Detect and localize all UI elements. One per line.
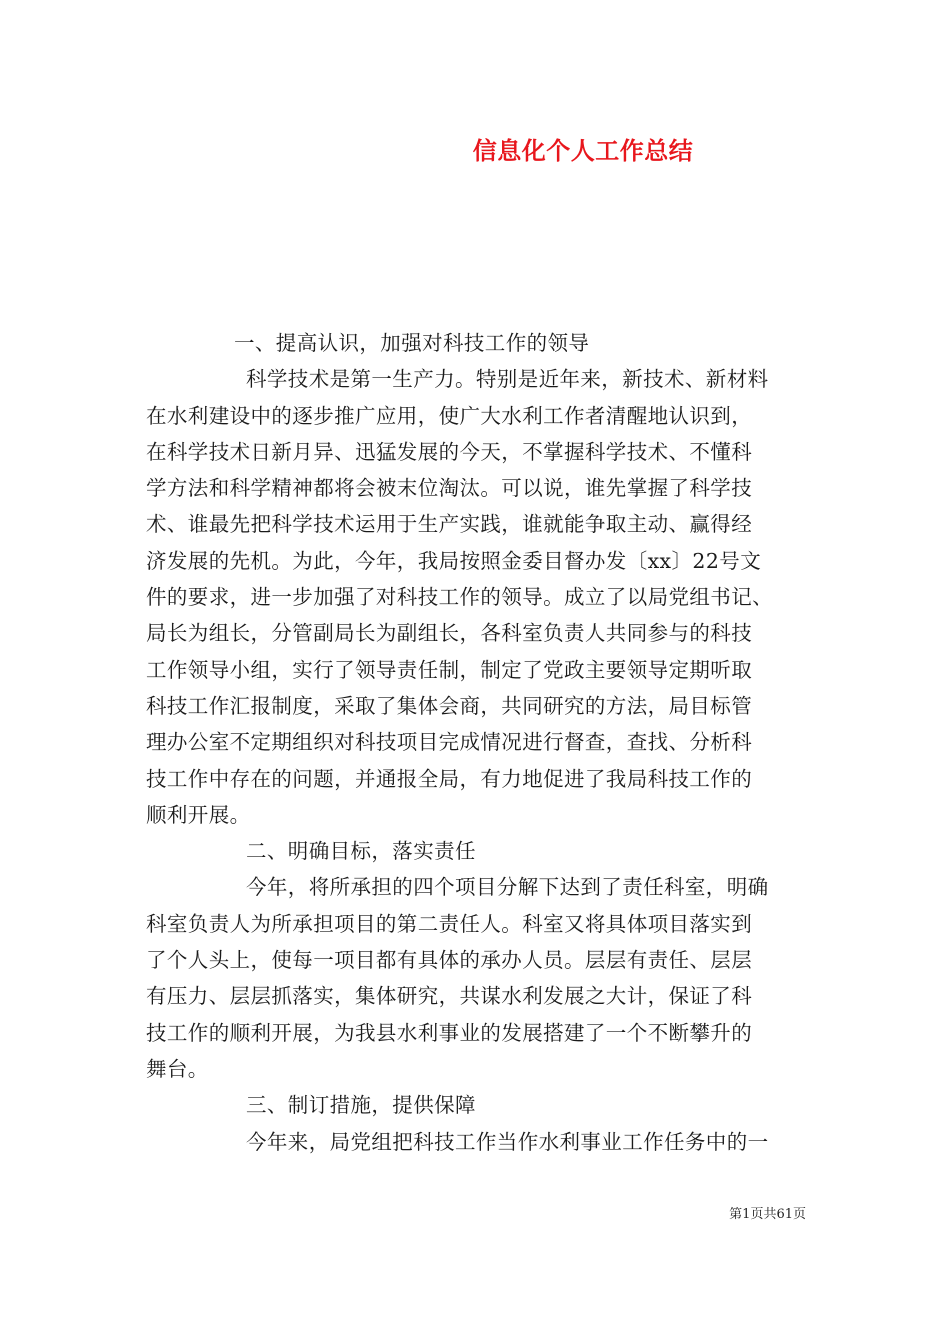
document-title: 信息化个人工作总结 [472, 137, 694, 165]
paragraph-line: 有压力、层层抓落实，集体研究，共谋水利发展之大计，保证了科 [146, 984, 753, 1009]
paragraph-line: 技工作的顺利开展，为我县水利事业的发展搭建了一个不断攀升的 [146, 1020, 753, 1045]
paragraph-line: 在科学技术日新月异、迅猛发展的今天，不掌握科学技术、不懂科 [146, 439, 753, 464]
paragraph-line: 舞台。 [146, 1056, 209, 1081]
section-heading-2: 二、明确目标，落实责任 [246, 839, 476, 864]
section-heading-3: 三、制订措施，提供保障 [246, 1093, 476, 1118]
paragraph-line: 理办公室不定期组织对科技项目完成情况进行督查，查找、分析科 [146, 730, 753, 755]
paragraph-line: 了个人头上，使每一项目都有具体的承办人员。层层有责任、层层 [146, 948, 753, 973]
section-heading-1: 一、提高认识，加强对科技工作的领导 [234, 331, 590, 355]
paragraph-line: 顺利开展。 [146, 802, 251, 827]
paragraph-line: 科技工作汇报制度，采取了集体会商，共同研究的方法，局目标管 [146, 693, 753, 718]
paragraph-line: 济发展的先机。为此，今年，我局按照金委目督办发〔xx〕22号文 [146, 548, 762, 573]
page-number-footer: 第1页共61页 [729, 1207, 806, 1222]
paragraph-line: 技工作中存在的问题，并通报全局，有力地促进了我局科技工作的 [146, 766, 753, 791]
document-body [146, 325, 806, 1160]
paragraph-line: 在水利建设中的逐步推广应用，使广大水利工作者清醒地认识到， [146, 403, 753, 428]
paragraph-line: 局长为组长，分管副局长为副组长，各科室负责人共同参与的科技 [146, 621, 753, 646]
paragraph-line: 工作领导小组，实行了领导责任制，制定了党政主要领导定期听取 [146, 657, 753, 682]
paragraph-line: 今年，将所承担的四个项目分解下达到了责任科室，明确 [246, 875, 769, 900]
paragraph-line: 学方法和科学精神都将会被末位淘汰。可以说，谁先掌握了科学技 [146, 476, 753, 501]
paragraph-line: 件的要求，进一步加强了对科技工作的领导。成立了以局党组书记、 [146, 585, 773, 610]
paragraph-line: 科学技术是第一生产力。特别是近年来，新技术、新材料 [246, 367, 769, 392]
paragraph-line: 今年来，局党组把科技工作当作水利事业工作任务中的一 [246, 1129, 769, 1154]
paragraph-line: 科室负责人为所承担项目的第二责任人。科室又将具体项目落实到 [146, 911, 753, 936]
paragraph-line: 术、谁最先把科学技术运用于生产实践，谁就能争取主动、赢得经 [146, 512, 753, 537]
